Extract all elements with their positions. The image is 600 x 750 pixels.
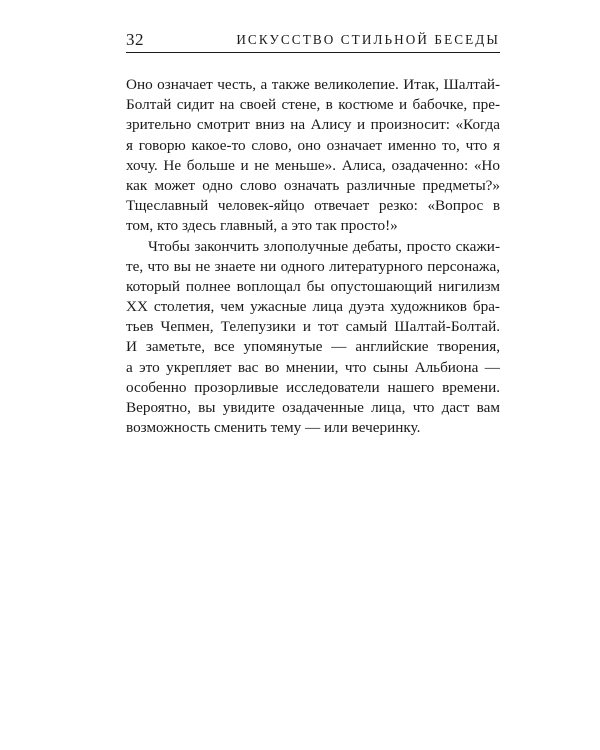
- running-title: ИСКУССТВО СТИЛЬНОЙ БЕСЕДЫ: [236, 32, 500, 47]
- text-line: Тщеславный человек-яйцо отвечает резко: «Вопрос в: [126, 197, 500, 215]
- text-line: те, что вы не знаете ни одного литературного персонажа,: [126, 257, 500, 275]
- text-line: Чтобы закончить злополучные дебаты, просто скажи-: [148, 237, 500, 255]
- text-line: возможность сменить тему — или вечеринку.: [126, 419, 421, 437]
- text-line: И заметьте, все упомянутые — английские творения,: [126, 338, 500, 356]
- body-text: [126, 75, 500, 438]
- header-rule: [126, 52, 500, 53]
- text-line: который полнее воплощал бы опустошающий нигилизм: [126, 277, 500, 295]
- page-header: [126, 28, 500, 52]
- text-line: XX столетия, чем ужасные лица дуэта художников бра-: [126, 298, 500, 316]
- text-line: я говорю какое-то слово, оно означает именно то, что я: [126, 136, 500, 154]
- text-line: том, кто здесь главный, а это так просто!»: [126, 217, 398, 235]
- page-number: 32: [126, 30, 144, 49]
- text-line: как может одно слово означать различные предметы?»: [126, 176, 500, 194]
- text-line: Болтай сидит на своей стене, в костюме и бабочке, пре-: [126, 96, 500, 114]
- text-line: тьев Чепмен, Телепузики и тот самый Шалтай-Болтай.: [126, 318, 500, 336]
- paragraph-2: [126, 237, 500, 439]
- text-line: хочу. Не больше и не меньше». Алиса, озадаченно: «Но: [126, 156, 500, 174]
- text-line: а это укрепляет вас во мнении, что сыны Альбиона —: [126, 358, 500, 376]
- text-line: зрительно смотрит вниз на Алису и произносит: «Когда: [126, 116, 500, 134]
- text-line: Вероятно, вы увидите озадаченные лица, что даст вам: [126, 399, 500, 416]
- paragraph-1: [126, 75, 500, 237]
- text-line: Оно означает честь, а также великолепие. Итак, Шалтай-: [126, 76, 500, 93]
- text-line: особенно прозорливые исследователи нашего времени.: [126, 378, 500, 396]
